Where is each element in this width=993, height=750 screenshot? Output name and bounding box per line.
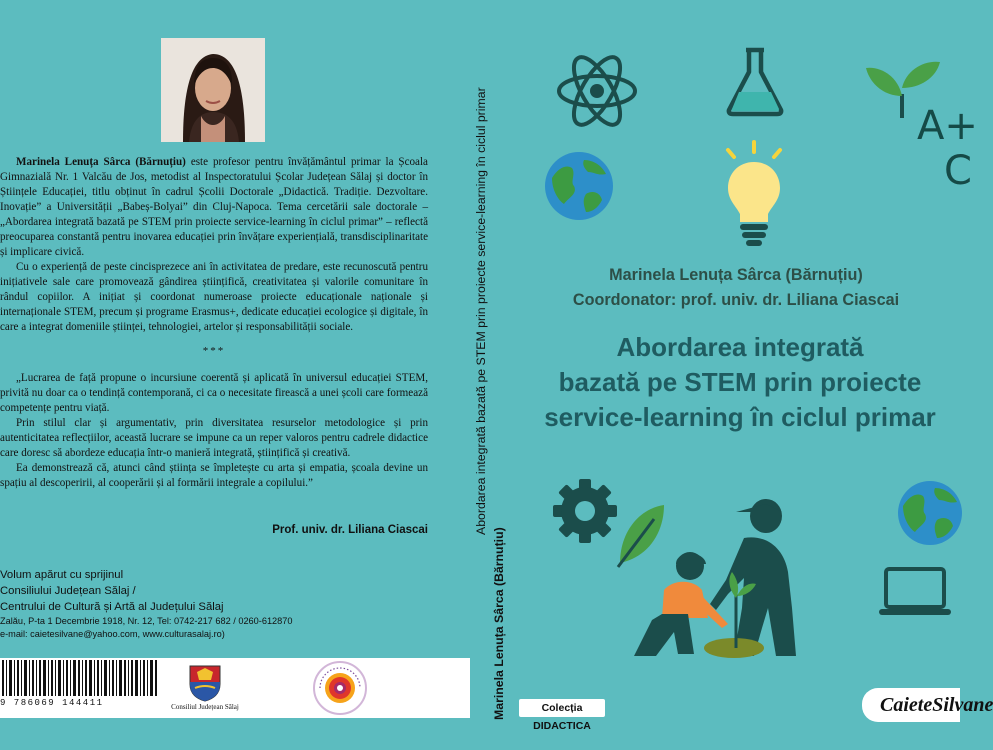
- review-paragraph-2: Prin stilul clar și argumentativ, prin diversitatea resurselor metodologice și prin autenticitatea reflecțiilor, această lucrare se impune ca un reper valoros pentru cadrele didactice care doresc să abordeze educația într-o manieră integrată, științifică și creativă.: [0, 417, 428, 459]
- barcode-icon: [0, 658, 160, 698]
- review-paragraph-1: „Lucrarea de față propune o incursiune coerentă și aplicată în universul educației STEM, privită nu doar ca o tendință contemporană, ci ca o necesitate firească a unei școli care formează competențe pentru viață.: [0, 372, 428, 414]
- front-coordinator: Coordonator: prof. univ. dr. Liliana Ciascai: [572, 291, 900, 309]
- planting-people-illustration: [616, 498, 800, 662]
- gear-icon: [552, 478, 618, 544]
- book-title-line-2: bazată pe STEM prin proiecte: [558, 367, 922, 397]
- atom-icon: [556, 45, 638, 137]
- support-line-3: Centrului de Cultură și Artă al Județului Sălaj: [0, 601, 224, 613]
- flask-icon: [724, 46, 786, 118]
- front-author: Marinela Lenuța Sârca (Bărnuțiu): [609, 266, 863, 284]
- spine-title: Abordarea integrată bazată pe STEM prin proiecte service-learning în ciclul primar: [474, 87, 488, 535]
- grade-text-1: A+: [917, 103, 978, 149]
- grade-text-2: C: [944, 148, 972, 194]
- council-label: Consiliul Județean Sălaj: [171, 703, 239, 711]
- globe-small-icon: [897, 480, 963, 546]
- globe-icon: [544, 150, 614, 222]
- culture-center-logo-icon: [312, 660, 368, 716]
- bio-paragraph-1: este profesor pentru învățământul primar la Școala Gimnazială Nr. 1 Valcău de Jos, metodist al Inspectoratului Școlar Județean Sălaj și doctor în Științele Educației, titlu obținut în cadrul Școlii Doctorale „Didactică. Tradiție. Dezvoltare. Inovație” a Universității „Babeș-Bolyai” din Cluj-Napoca. Tema cercetării sale doctorale – „Abordarea integrată bazată pe STEM prin proiecte service-learning în ciclul primar” – reflectă preocuparea constantă pentru inovarea educației prin învățare experiențială, transdisciplinaritate și implicare civică.: [0, 156, 428, 258]
- bio-author-name: Marinela Lenuța Sârca (Bărnuțiu): [16, 156, 186, 168]
- support-block: [0, 567, 293, 641]
- publisher-logo: CaieteSilvane: [862, 688, 960, 722]
- book-title: [520, 330, 960, 435]
- author-photo-icon: [161, 38, 265, 142]
- review-paragraph-3: Ea demonstrează că, atunci când știința se împletește cu arta și empatia, școala devine un spațiu al descoperirii, al cooperării și al formării integrale a copilului.”: [0, 462, 428, 489]
- author-portrait: [161, 38, 265, 142]
- collection-label: Colecția DIDACTICA: [519, 699, 605, 717]
- bio-paragraph-2: Cu o experiență de peste cincisprezece ani în activitatea de predare, este recunoscută pentru inițiativele sale care promovează gândirea științifică, creativitatea și valorile comunitare în rândul copiilor. A inițiat și coordonat numeroase proiecte educaționale naționale și internaționale STEM, precum și programe Erasmus+, dedicate educației ecologice și digitale, în care a integrat domeniile științei, tehnologiei, artelor și responsabilității sociale.: [0, 261, 428, 333]
- barcode: [0, 658, 160, 718]
- spine-author: Marinela Lenuța Sârca (Bărnuțiu): [492, 527, 506, 720]
- lightbulb-icon: [722, 140, 786, 250]
- book-title-line-3: service-learning în ciclul primar: [544, 402, 936, 432]
- back-cover-text: [0, 155, 428, 491]
- review-signature: Prof. univ. dr. Liliana Ciascai: [272, 524, 428, 536]
- barcode-number: 9 786069 144411: [0, 698, 160, 708]
- separator: ***: [202, 345, 226, 357]
- support-address: Zalău, P-ta 1 Decembrie 1918, Nr. 12, Tel: 0742-217 682 / 0260-612870: [0, 616, 293, 626]
- support-line-1: Volum apărut cu sprijinul: [0, 569, 124, 581]
- county-coat-of-arms-icon: [185, 662, 225, 702]
- laptop-icon: [878, 566, 952, 618]
- support-email: e-mail: caietesilvane@yahoo.com, www.culturasalaj.ro): [0, 629, 225, 639]
- sponsor-logos: [160, 658, 470, 718]
- book-title-line-1: Abordarea integrată: [616, 332, 864, 362]
- support-line-2: Consiliului Județean Sălaj /: [0, 585, 136, 597]
